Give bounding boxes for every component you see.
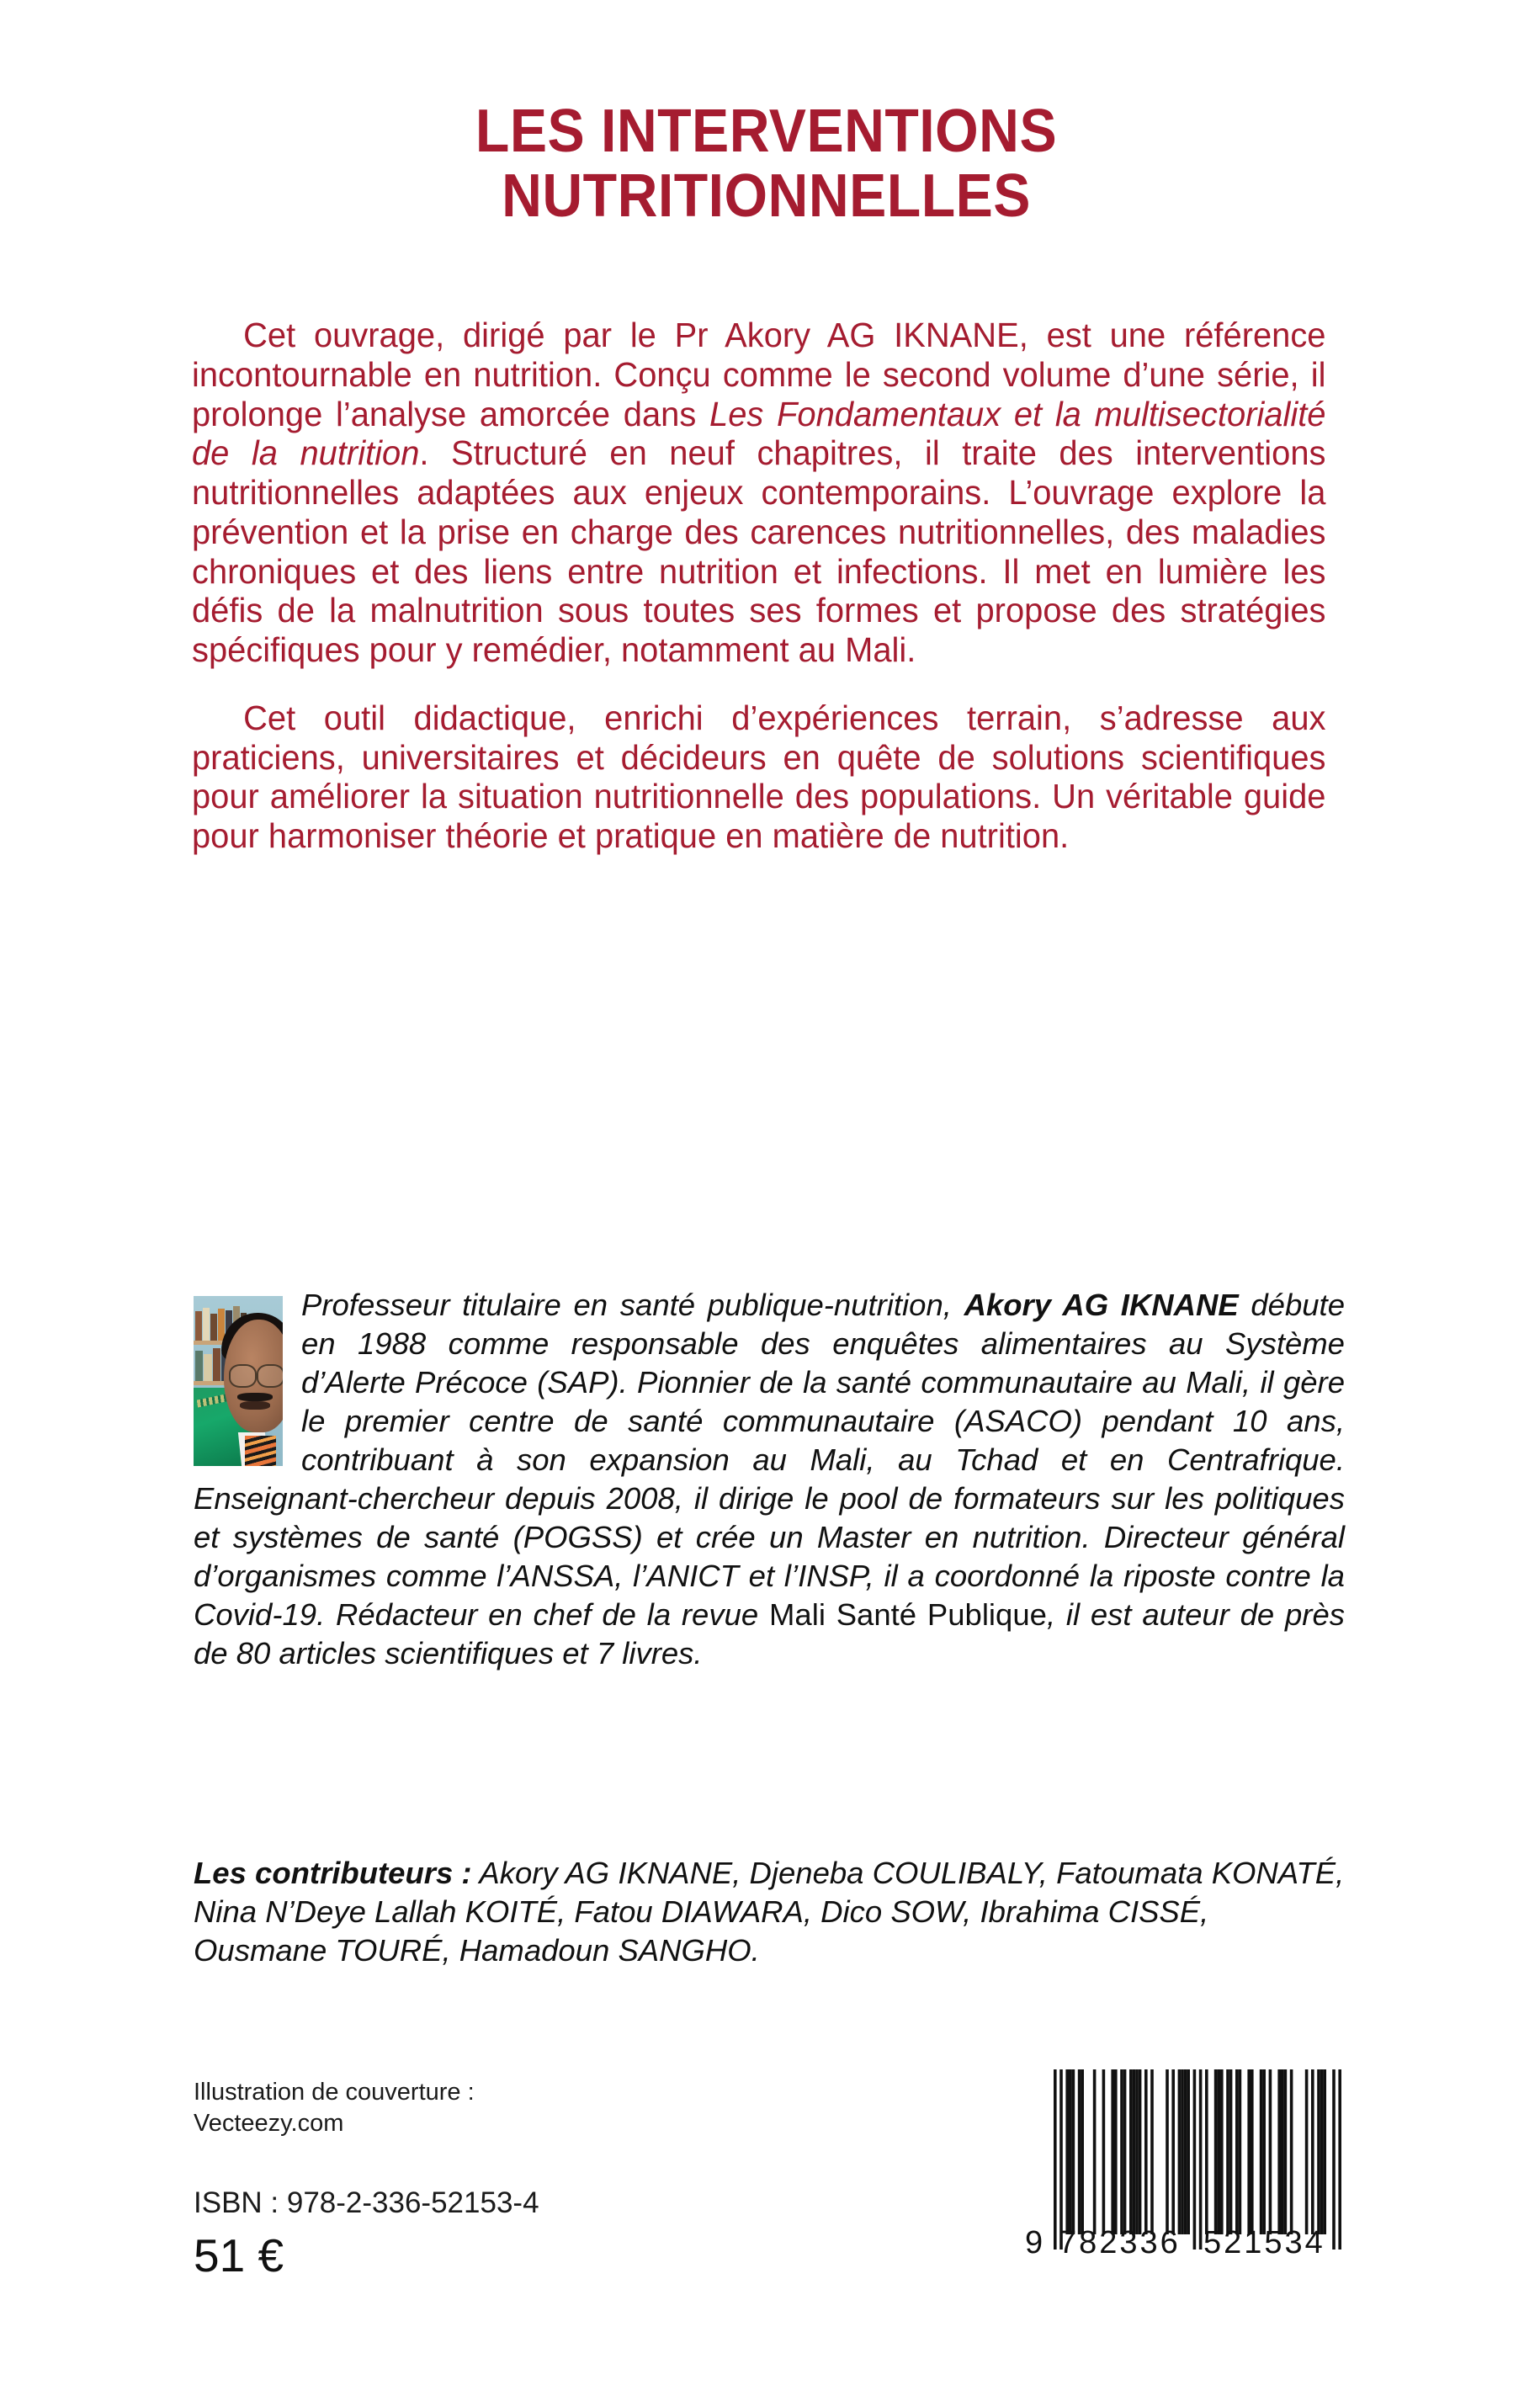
cover-credit-line-2: Vecteezy.com <box>194 2110 344 2138</box>
title-line-2: NUTRITIONNELLES <box>502 162 1031 231</box>
glasses-icon <box>229 1364 283 1384</box>
price-text: 51 € <box>194 2228 284 2281</box>
author-bio <box>194 1286 1345 1673</box>
contributors-text <box>194 1854 1345 1970</box>
series-title-italic: Les Fondamentaux et la multisectorialité de la nutrition <box>192 394 1326 473</box>
bio-text-c: , il est auteur de près de 80 articles scientifiques et 7 livres. <box>194 1596 1345 1671</box>
photo-necktie <box>245 1436 275 1466</box>
svg-text:521534: 521534 <box>1203 2225 1325 2260</box>
svg-text:782336: 782336 <box>1059 2225 1181 2260</box>
blurb-paragraph-2: Cet outil didactique, enrichi d’expériences terrain, s’adresse aux praticiens, universitaires et décideurs en quête de solutions scientifiques pour améliorer la situation nutritionnelle des populations. Un véritable guide pour harmoniser théorie et pratique en matière de nutrition. <box>192 698 1326 856</box>
ean13-barcode <box>1020 2066 1348 2264</box>
book-blurb <box>192 316 1343 856</box>
blurb-paragraph-1 <box>192 316 1325 670</box>
author-name-bold: Akory AG IKNANE <box>964 1288 1239 1322</box>
journal-name: Mali Santé Publique <box>769 1596 1047 1632</box>
cover-credit-line-1: Illustration de couverture : <box>194 2079 475 2106</box>
isbn-text: ISBN : 978-2-336-52153-4 <box>194 2186 539 2220</box>
photo-moustache <box>237 1393 273 1401</box>
blurb-p1-text-b: . Structuré en neuf chapitres, il traite des interventions nutritionnelles adaptées aux enjeux contemporains. L’ouvrage explore la prévention et la prise en charge des carences nutritionnelles, des maladies chroniques et des liens entre nutrition et infections. Il met en lumière les défis de la malnutrition sous toutes ses formes et propose des stratégies spécifiques pour y remédier, notamment au Mali. <box>192 433 1326 670</box>
svg-text:9: 9 <box>1025 2225 1043 2260</box>
page-title <box>192 99 1341 229</box>
photo-mouth <box>240 1401 270 1410</box>
author-photo <box>194 1296 283 1466</box>
author-bio-text <box>194 1286 1345 1673</box>
title-line-1: LES INTERVENTIONS <box>475 98 1058 165</box>
footer-left-block <box>194 2077 867 2280</box>
blurb-p1-text-a: Cet ouvrage, dirigé par le Pr Akory AG IKNANE, est une référence incontournable en nutrition. Conçu comme le second volume d’une série, il prolonge l’analyse amorcée dans <box>192 316 1326 433</box>
barcode-svg <box>1020 2066 1348 2264</box>
cover-credit <box>194 2077 867 2139</box>
bio-text-b: débute en 1988 comme responsable des enquêtes alimentaires au Système d’Alerte Précoce (SAP). Pionnier de la santé communautaire au Mali, il gère le premier centre de santé communautaire (ASACO) pendant 10 ans, contribuant à son expansion au Mali, au Tchad et en Centrafrique. Enseignant-chercheur depuis 2008, il dirige le pool de formateurs sur les politiques et systèmes de santé (POGSS) et crée un Master en nutrition. Directeur général d’organismes comme l’ANSSA, l’ANICT et l’INSP, il a coordonné la riposte contre la Covid-19. Rédacteur en chef de la revue <box>194 1288 1345 1632</box>
bio-text-a: Professeur titulaire en santé publique-nutrition, <box>301 1288 964 1322</box>
contributors-label: Les contributeurs : <box>194 1856 472 1890</box>
contributors-names: Akory AG IKNANE, Djeneba COULIBALY, Fatoumata KONATÉ, Nina N’Deye Lallah KOITÉ, Fatou DIAWARA, Dico SOW, Ibrahima CISSÉ, Ousmane TOURÉ, Hamadoun SANGHO. <box>194 1856 1345 1968</box>
contributors-section <box>194 1854 1345 1970</box>
